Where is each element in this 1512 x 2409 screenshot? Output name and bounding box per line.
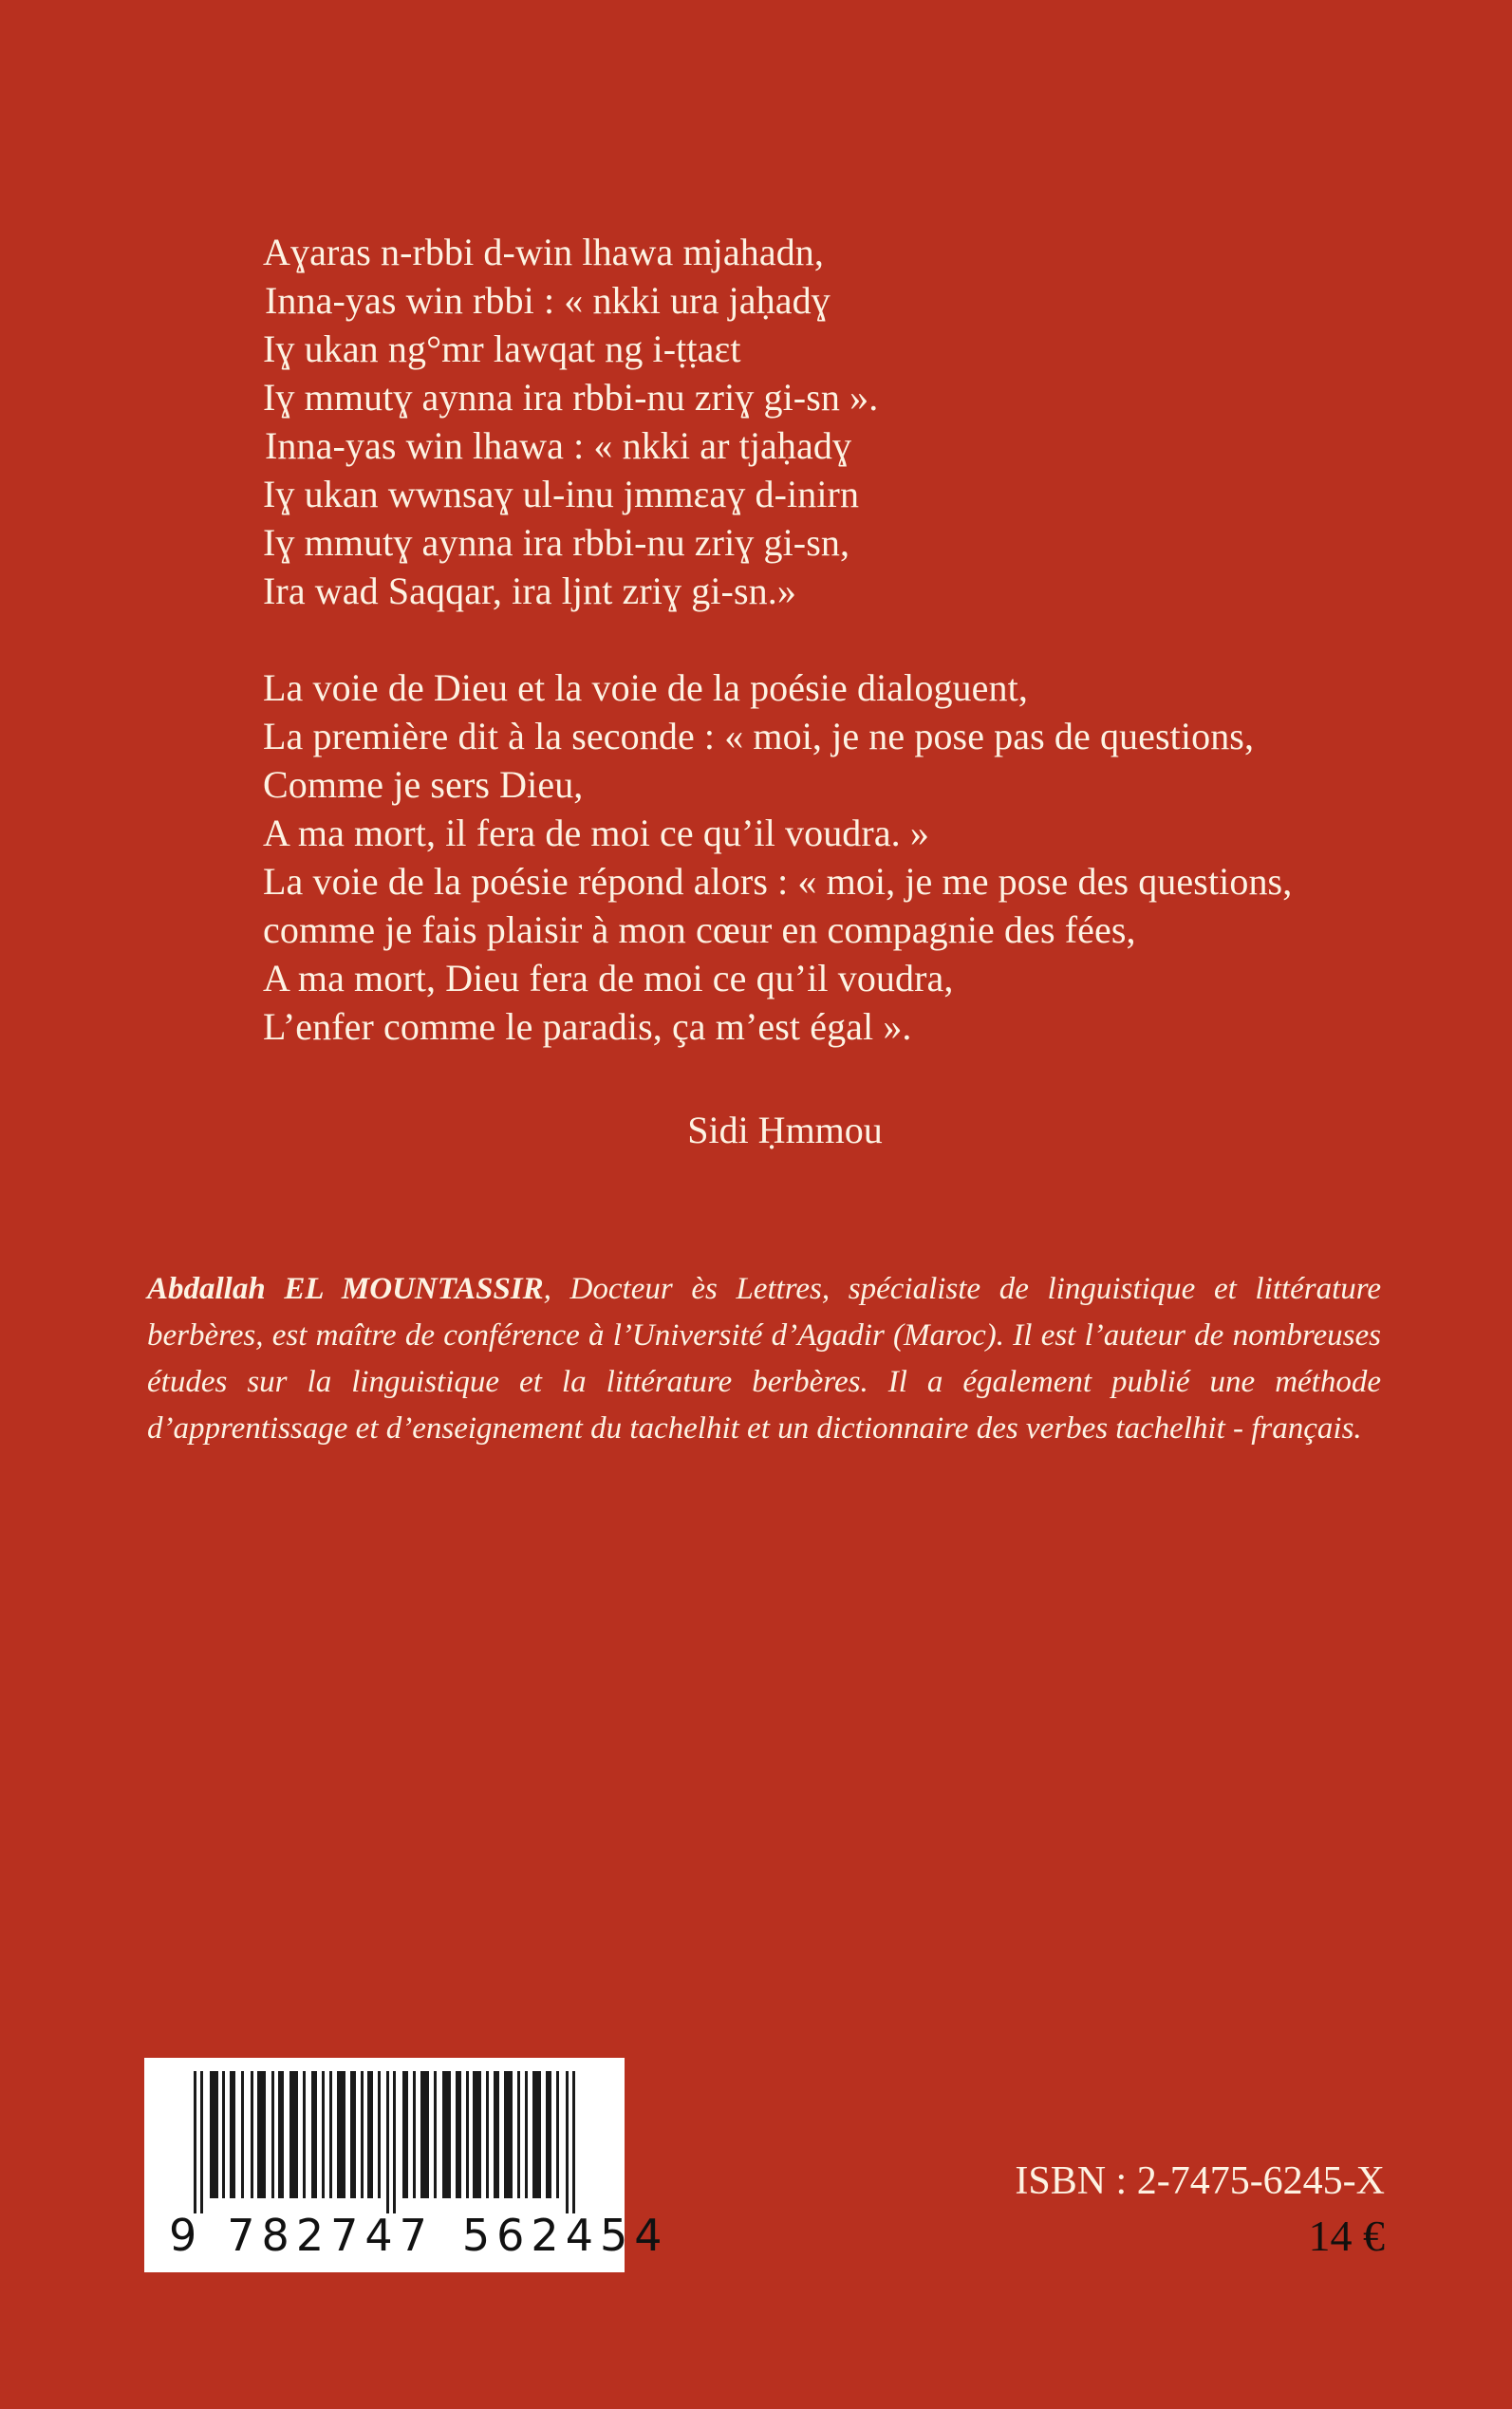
author-name: Abdallah EL MOUNTASSIR bbox=[147, 1272, 544, 1306]
author-bio-text: , Docteur ès Lettres, spécialiste de linguistique et littérature berbères, est maître de conférence à l’Université d’Agadir (Maroc). Il est l’auteur de nombreuses études sur la linguistique et la littérature berbères. Il a également publié une méthode d’apprentissage et d’enseignement du tachelhit et un dictionnaire des verbes tachelhit - français. bbox=[147, 1272, 1382, 1446]
french-line: Comme je sers Dieu, bbox=[263, 763, 584, 806]
berber-line: Iɣ ukan ng°mr lawqat ng i-ṭṭaɛt bbox=[263, 327, 741, 370]
berber-line: Iɣ mmutɣ aynna ira rbbi-nu zriɣ gi-sn, bbox=[263, 521, 850, 564]
french-line: La voie de la poésie répond alors : « moi, je me pose des questions, bbox=[263, 860, 1293, 903]
french-line: A ma mort, il fera de moi ce qu’il voudra. » bbox=[263, 812, 929, 854]
berber-line: Iɣ ukan wwnsaɣ ul-inu jmmɛaɣ d-inirn bbox=[263, 473, 860, 515]
poem-block-separator bbox=[263, 615, 1383, 663]
berber-line: Ira wad Saqqar, ira ljnt zriɣ gi-sn.» bbox=[263, 570, 796, 612]
berber-line: Iɣ mmutɣ aynna ira rbbi-nu zriɣ gi-sn ». bbox=[263, 376, 879, 419]
berber-poem-block bbox=[263, 228, 1383, 615]
french-line: A ma mort, Dieu fera de moi ce qu’il voudra, bbox=[263, 957, 954, 999]
poem-section bbox=[263, 228, 1383, 1154]
isbn-price-area bbox=[1015, 2157, 1385, 2263]
berber-line: Inna-yas win rbbi : « nkki ura jaḥadɣ bbox=[265, 279, 831, 322]
isbn-barcode bbox=[144, 2058, 669, 2272]
french-line: La voie de Dieu et la voie de la poésie dialoguent, bbox=[263, 666, 1028, 709]
barcode-right-group: 562454 bbox=[461, 2210, 669, 2261]
poem-attribution: Sidi Ḥmmou bbox=[687, 1109, 883, 1151]
barcode-digits bbox=[165, 2210, 669, 2261]
author-biography bbox=[147, 1266, 1381, 1452]
barcode-left-group: 782747 bbox=[227, 2210, 434, 2261]
french-line: La première dit à la seconde : « moi, je ne pose pas de questions, bbox=[263, 715, 1255, 757]
french-translation-block bbox=[263, 663, 1383, 1051]
price-label: 14 € bbox=[1308, 2212, 1385, 2260]
french-line: L’enfer comme le paradis, ça m’est égal ». bbox=[263, 1005, 912, 1048]
berber-line: Aɣaras n-rbbi d-win lhawa mjahadn, bbox=[263, 231, 824, 273]
french-line: comme je fais plaisir à mon cœur en compagnie des fées, bbox=[263, 908, 1136, 951]
isbn-number: ISBN : 2-7475-6245-X bbox=[1015, 2159, 1385, 2203]
barcode-lead-digit: 9 bbox=[169, 2210, 199, 2261]
berber-line: Inna-yas win lhawa : « nkki ar tjaḥadɣ bbox=[265, 424, 852, 467]
barcode-bars-graphic bbox=[165, 2071, 604, 2213]
